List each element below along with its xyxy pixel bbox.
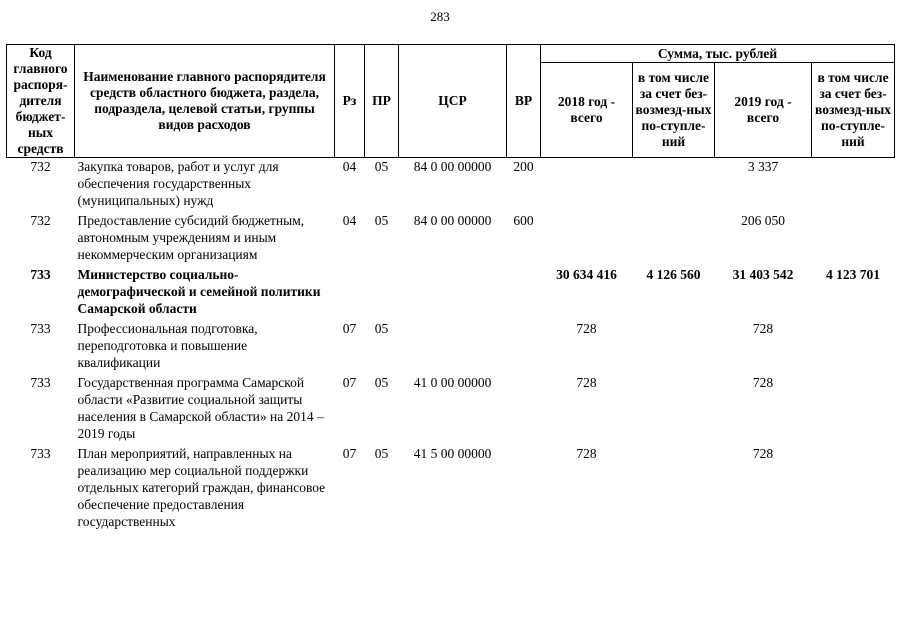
cell-code: 733: [30, 267, 51, 282]
cell-vr: 200: [513, 159, 534, 174]
cell-rz: 07: [342, 321, 357, 336]
cell-rz: 04: [342, 213, 357, 228]
cell-csr: 84 0 00 00000: [413, 159, 492, 174]
cell-2018-total: [541, 158, 633, 210]
cell-2018-free: 4 126 560: [646, 267, 701, 282]
cell-csr: [399, 317, 507, 371]
cell-csr: 41 0 00 00000: [413, 375, 492, 390]
cell-name: План мероприятий, направленных на реализацию мер социальной поддержки отдельных категорий граждан, финансовое обеспечение предоставления государственных: [77, 446, 326, 529]
header-csr: ЦСР: [399, 45, 507, 158]
header-sum: Сумма, тыс. рублей: [541, 45, 895, 63]
table-row: [7, 317, 895, 371]
cell-2018-free: [633, 317, 715, 371]
cell-name: Государственная программа Самарской области «Развитие социальной защиты населения в Самарской области» на 2014 – 2019 годы: [77, 375, 324, 441]
cell-name: Предоставление субсидий бюджетным, автономным учреждениям и иным некоммерческим организациям: [77, 213, 305, 262]
cell-vr: [507, 371, 541, 442]
cell-pr: 05: [374, 446, 389, 461]
cell-name: Министерство социально-демографической и семейной политики Самарской области: [77, 267, 321, 316]
cell-2019-free: [812, 371, 895, 442]
cell-2019-free: [812, 317, 895, 371]
cell-code: 733: [30, 446, 51, 461]
header-pr: ПР: [365, 45, 399, 158]
header-2019-total: 2019 год - всего: [715, 63, 812, 158]
table-row: [7, 371, 895, 442]
header-vr: ВР: [507, 45, 541, 158]
cell-pr: 05: [374, 321, 389, 336]
cell-rz: [335, 263, 365, 317]
cell-rz: 04: [342, 159, 357, 174]
cell-csr: [399, 263, 507, 317]
header-2019-free: в том числе за счет без-возмезд-ных по-ступле-ний: [812, 63, 895, 158]
cell-pr: 05: [374, 213, 389, 228]
header-rz: Рз: [335, 45, 365, 158]
cell-name: Профессиональная подготовка, переподготовка и повышение квалификации: [77, 321, 258, 370]
cell-code: 733: [30, 321, 51, 336]
cell-2019-free: [812, 442, 895, 530]
cell-code: 732: [30, 159, 51, 174]
table-header: [7, 45, 895, 158]
cell-2018-total: 30 634 416: [556, 267, 617, 282]
header-code: Код главного распоря-дителя бюджет-ных средств: [7, 45, 75, 158]
header-2018-total: 2018 год - всего: [541, 63, 633, 158]
cell-rz: 07: [342, 375, 357, 390]
cell-code: 733: [30, 375, 51, 390]
cell-csr: 84 0 00 00000: [413, 213, 492, 228]
cell-pr: 05: [374, 375, 389, 390]
table-row: [7, 442, 895, 530]
cell-code: 732: [30, 213, 51, 228]
header-name: Наименование главного распорядителя средств областного бюджета, раздела, подраздела, целевой статьи, группы видов расходов: [75, 45, 335, 158]
cell-vr: [507, 442, 541, 530]
table-row: [7, 158, 895, 210]
cell-2018-free: [633, 158, 715, 210]
cell-pr: [365, 263, 399, 317]
cell-2018-free: [633, 442, 715, 530]
cell-name: Закупка товаров, работ и услуг для обеспечения государственных (муниципальных) нужд: [77, 159, 279, 208]
cell-2018-free: [633, 209, 715, 263]
cell-2018-total: 728: [576, 375, 597, 390]
cell-2019-free: [812, 209, 895, 263]
page-number: 283: [430, 9, 450, 24]
cell-2018-total: [541, 209, 633, 263]
cell-pr: 05: [374, 159, 389, 174]
cell-rz: 07: [342, 446, 357, 461]
cell-2019-total: 728: [752, 446, 774, 461]
cell-2019-total: 31 403 542: [732, 267, 794, 282]
cell-vr: [507, 263, 541, 317]
cell-vr: 600: [513, 213, 534, 228]
cell-2018-free: [633, 371, 715, 442]
cell-2019-total: 728: [752, 321, 774, 336]
cell-2019-total: 728: [752, 375, 774, 390]
cell-2019-total: 3 337: [747, 159, 779, 174]
cell-2019-free: [812, 158, 895, 210]
cell-csr: 41 5 00 00000: [413, 446, 492, 461]
cell-2019-free: 4 123 701: [826, 267, 881, 282]
cell-vr: [507, 317, 541, 371]
table-row: [7, 209, 895, 263]
cell-2019-total: 206 050: [741, 213, 785, 228]
cell-2018-total: 728: [576, 446, 597, 461]
table-row: [7, 263, 895, 317]
cell-2018-total: 728: [576, 321, 597, 336]
header-2018-free: в том числе за счет без-возмезд-ных по-ступле-ний: [633, 63, 715, 158]
budget-table: [6, 44, 895, 530]
